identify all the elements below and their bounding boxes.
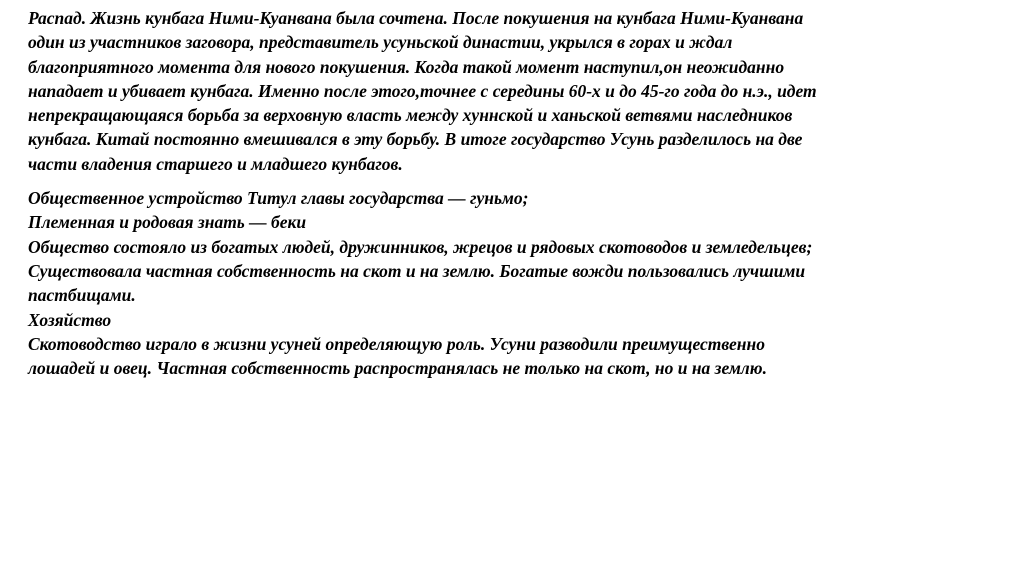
text-line: нападает и убивает кунбага. Именно после этого,точнее с середины 60-х и до 45-го года до н.э., идет [28, 80, 817, 101]
text-line: кунбага. Китай постоянно вмешивался в эту борьбу. В итоге государство Усунь разделилось на две [28, 129, 803, 150]
paragraph-social-structure [28, 186, 1003, 380]
text-line: Распад. Жизнь кунбага Ними-Куанвана была сочтена. После покушения на кунбага Ними-Куанвана [28, 8, 804, 28]
slide-text-body [28, 6, 1003, 380]
text-line: части владения старшего и младшего кунбагов. [28, 153, 403, 174]
text-line: Племенная и родовая знать — беки [28, 212, 307, 233]
text-line: лошадей и овец. Частная собственность распространялась не только на скот, но и на землю. [28, 358, 767, 379]
text-line: Скотоводство играло в жизни усуней определяющую роль. Усуни разводили преимущественно [28, 333, 765, 354]
paragraph-decline [28, 6, 1003, 176]
text-line: один из участников заговора, представитель усуньской династии, укрылся в горах и ждал [28, 32, 733, 53]
text-line: пастбищами. [28, 285, 136, 306]
text-line: Общество состояло из богатых людей, дружинников, жрецов и рядовых скотоводов и земледельцев; [28, 236, 813, 257]
section-heading-economy: Хозяйство [28, 309, 112, 330]
text-line: Общественное устройство Титул главы государства — гуньмо; [28, 188, 529, 209]
text-line: непрекращающаяся борьба за верховную власть между хуннской и ханьской ветвями наследников [28, 105, 793, 126]
text-line: Существовала частная собственность на скот и на землю. Богатые вожди пользовались лучшими [28, 260, 806, 281]
text-line: благоприятного момента для нового покушения. Когда такой момент наступил,он неожиданно [28, 56, 785, 77]
